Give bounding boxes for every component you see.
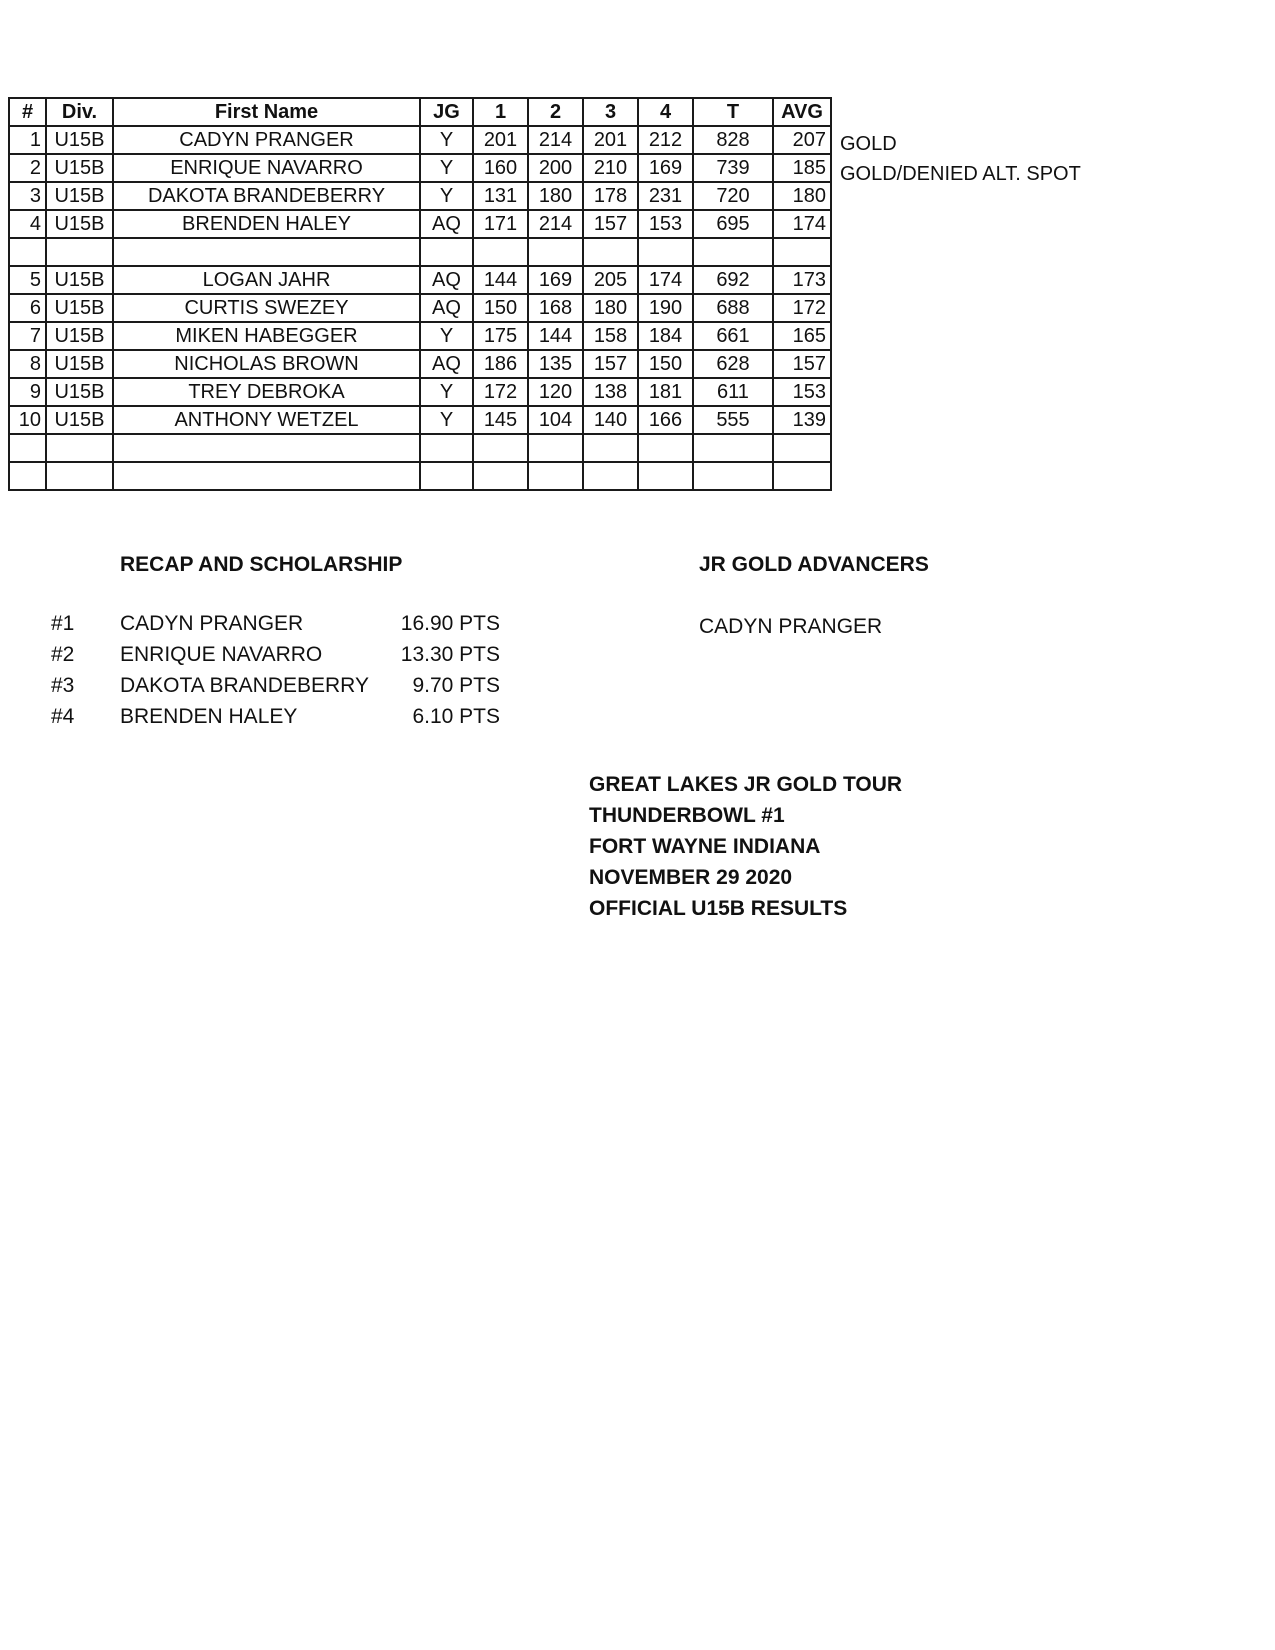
cell-division: U15B — [46, 378, 113, 406]
cell-game-3: 210 — [583, 154, 638, 182]
cell-rank: 4 — [9, 210, 46, 238]
header-game-3: 3 — [583, 98, 638, 126]
cell-game-3: 180 — [583, 294, 638, 322]
cell-total: 628 — [693, 350, 773, 378]
recap-place: #3 — [51, 674, 75, 697]
cell-game-1: 186 — [473, 350, 528, 378]
cell-division: U15B — [46, 406, 113, 434]
recap-heading: RECAP AND SCHOLARSHIP — [120, 553, 403, 576]
cell-game-2: 104 — [528, 406, 583, 434]
cell-rank: 6 — [9, 294, 46, 322]
cell-total: 695 — [693, 210, 773, 238]
event-venue: THUNDERBOWL #1 — [589, 804, 785, 827]
table-row — [9, 182, 831, 210]
cell-game-4: 181 — [638, 378, 693, 406]
cell-game-2: 214 — [528, 126, 583, 154]
cell-average: 180 — [773, 182, 831, 210]
cell-division: U15B — [46, 322, 113, 350]
cell-game-2: 135 — [528, 350, 583, 378]
table-header-row — [9, 98, 831, 126]
cell-division: U15B — [46, 210, 113, 238]
recap-place: #2 — [51, 643, 75, 666]
row-note-gold: GOLD — [840, 133, 897, 155]
cell-name: CURTIS SWEZEY — [113, 294, 420, 322]
cell-game-4: 231 — [638, 182, 693, 210]
table-row — [9, 266, 831, 294]
recap-points: 6.10 PTS — [412, 705, 500, 728]
cell-game-4: 169 — [638, 154, 693, 182]
cell-game-3: 157 — [583, 350, 638, 378]
cell-total: 661 — [693, 322, 773, 350]
cell-rank: 7 — [9, 322, 46, 350]
table-row — [9, 294, 831, 322]
table-row — [9, 154, 831, 182]
header-game-2: 2 — [528, 98, 583, 126]
cell-total: 739 — [693, 154, 773, 182]
table-empty-row — [9, 434, 831, 462]
header-division: Div. — [46, 98, 113, 126]
cell-rank: 1 — [9, 126, 46, 154]
cell-division: U15B — [46, 266, 113, 294]
header-rank: # — [9, 98, 46, 126]
cell-game-2: 214 — [528, 210, 583, 238]
table-empty-row — [9, 462, 831, 490]
cell-game-4: 150 — [638, 350, 693, 378]
cell-name: CADYN PRANGER — [113, 126, 420, 154]
cell-average: 165 — [773, 322, 831, 350]
cell-name: TREY DEBROKA — [113, 378, 420, 406]
cell-game-2: 169 — [528, 266, 583, 294]
cell-total: 611 — [693, 378, 773, 406]
cell-name: NICHOLAS BROWN — [113, 350, 420, 378]
cell-rank: 8 — [9, 350, 46, 378]
cell-game-4: 153 — [638, 210, 693, 238]
recap-points: 16.90 PTS — [400, 612, 500, 635]
recap-name: CADYN PRANGER — [120, 612, 304, 635]
cell-game-1: 171 — [473, 210, 528, 238]
cell-total: 555 — [693, 406, 773, 434]
cell-game-2: 168 — [528, 294, 583, 322]
table-row — [9, 406, 831, 434]
cell-game-3: 201 — [583, 126, 638, 154]
cell-game-4: 184 — [638, 322, 693, 350]
cell-jg: Y — [420, 378, 473, 406]
cell-game-2: 120 — [528, 378, 583, 406]
cell-rank: 10 — [9, 406, 46, 434]
cell-average: 185 — [773, 154, 831, 182]
table-row — [9, 126, 831, 154]
cell-jg: Y — [420, 126, 473, 154]
cell-game-4: 166 — [638, 406, 693, 434]
cell-game-4: 190 — [638, 294, 693, 322]
header-game-1: 1 — [473, 98, 528, 126]
cell-game-3: 178 — [583, 182, 638, 210]
cell-total: 688 — [693, 294, 773, 322]
cell-game-1: 201 — [473, 126, 528, 154]
cell-jg: Y — [420, 406, 473, 434]
cell-rank: 3 — [9, 182, 46, 210]
cell-game-4: 212 — [638, 126, 693, 154]
cell-division: U15B — [46, 350, 113, 378]
event-date: NOVEMBER 29 2020 — [589, 866, 793, 889]
event-tour-name: GREAT LAKES JR GOLD TOUR — [589, 773, 903, 796]
cell-average: 157 — [773, 350, 831, 378]
cell-division: U15B — [46, 182, 113, 210]
recap-name: ENRIQUE NAVARRO — [120, 643, 323, 666]
event-info — [589, 769, 902, 924]
cell-game-1: 150 — [473, 294, 528, 322]
recap-points: 9.70 PTS — [412, 674, 500, 697]
cell-jg: Y — [420, 322, 473, 350]
event-location: FORT WAYNE INDIANA — [589, 835, 821, 858]
recap-place: #1 — [51, 612, 75, 635]
recap-points: 13.30 PTS — [400, 643, 500, 666]
cell-game-2: 200 — [528, 154, 583, 182]
cell-name: ANTHONY WETZEL — [113, 406, 420, 434]
cell-game-1: 175 — [473, 322, 528, 350]
cell-name: DAKOTA BRANDEBERRY — [113, 182, 420, 210]
cell-name: LOGAN JAHR — [113, 266, 420, 294]
header-total: T — [693, 98, 773, 126]
cell-division: U15B — [46, 126, 113, 154]
cell-game-1: 160 — [473, 154, 528, 182]
cell-rank: 5 — [9, 266, 46, 294]
cell-game-1: 144 — [473, 266, 528, 294]
cell-total: 828 — [693, 126, 773, 154]
cell-division: U15B — [46, 294, 113, 322]
cell-name: BRENDEN HALEY — [113, 210, 420, 238]
advancer-name: CADYN PRANGER — [699, 615, 883, 638]
cell-jg: AQ — [420, 350, 473, 378]
cell-rank: 9 — [9, 378, 46, 406]
recap-name: BRENDEN HALEY — [120, 705, 298, 728]
cell-total: 720 — [693, 182, 773, 210]
recap-place: #4 — [51, 705, 75, 728]
recap-name: DAKOTA BRANDEBERRY — [120, 674, 369, 697]
table-row — [9, 210, 831, 238]
cell-average: 174 — [773, 210, 831, 238]
cell-game-1: 131 — [473, 182, 528, 210]
header-average: AVG — [773, 98, 831, 126]
cell-game-1: 172 — [473, 378, 528, 406]
cell-division: U15B — [46, 154, 113, 182]
cell-name: MIKEN HABEGGER — [113, 322, 420, 350]
cell-game-2: 144 — [528, 322, 583, 350]
cell-game-1: 145 — [473, 406, 528, 434]
cell-game-3: 157 — [583, 210, 638, 238]
cell-game-2: 180 — [528, 182, 583, 210]
cell-jg: Y — [420, 154, 473, 182]
cell-total: 692 — [693, 266, 773, 294]
cell-jg: AQ — [420, 294, 473, 322]
results-table — [8, 97, 832, 491]
cell-rank: 2 — [9, 154, 46, 182]
cell-jg: AQ — [420, 266, 473, 294]
cell-game-3: 205 — [583, 266, 638, 294]
table-row — [9, 322, 831, 350]
header-first-name: First Name — [113, 98, 420, 126]
advancers-heading: JR GOLD ADVANCERS — [699, 553, 929, 576]
cell-game-4: 174 — [638, 266, 693, 294]
cell-game-3: 158 — [583, 322, 638, 350]
recap-item — [0, 643, 560, 673]
cell-average: 172 — [773, 294, 831, 322]
header-jg: JG — [420, 98, 473, 126]
row-note-gold-denied: GOLD/DENIED ALT. SPOT — [840, 163, 1081, 185]
header-game-4: 4 — [638, 98, 693, 126]
cell-name: ENRIQUE NAVARRO — [113, 154, 420, 182]
cell-jg: AQ — [420, 210, 473, 238]
cell-average: 207 — [773, 126, 831, 154]
recap-item — [0, 612, 560, 642]
event-results-title: OFFICIAL U15B RESULTS — [589, 897, 848, 920]
cell-average: 173 — [773, 266, 831, 294]
table-row — [9, 378, 831, 406]
cell-average: 139 — [773, 406, 831, 434]
cell-game-3: 140 — [583, 406, 638, 434]
recap-item — [0, 674, 560, 704]
cell-jg: Y — [420, 182, 473, 210]
table-spacer-row — [9, 238, 831, 266]
cell-average: 153 — [773, 378, 831, 406]
cell-game-3: 138 — [583, 378, 638, 406]
table-row — [9, 350, 831, 378]
recap-item — [0, 705, 560, 735]
